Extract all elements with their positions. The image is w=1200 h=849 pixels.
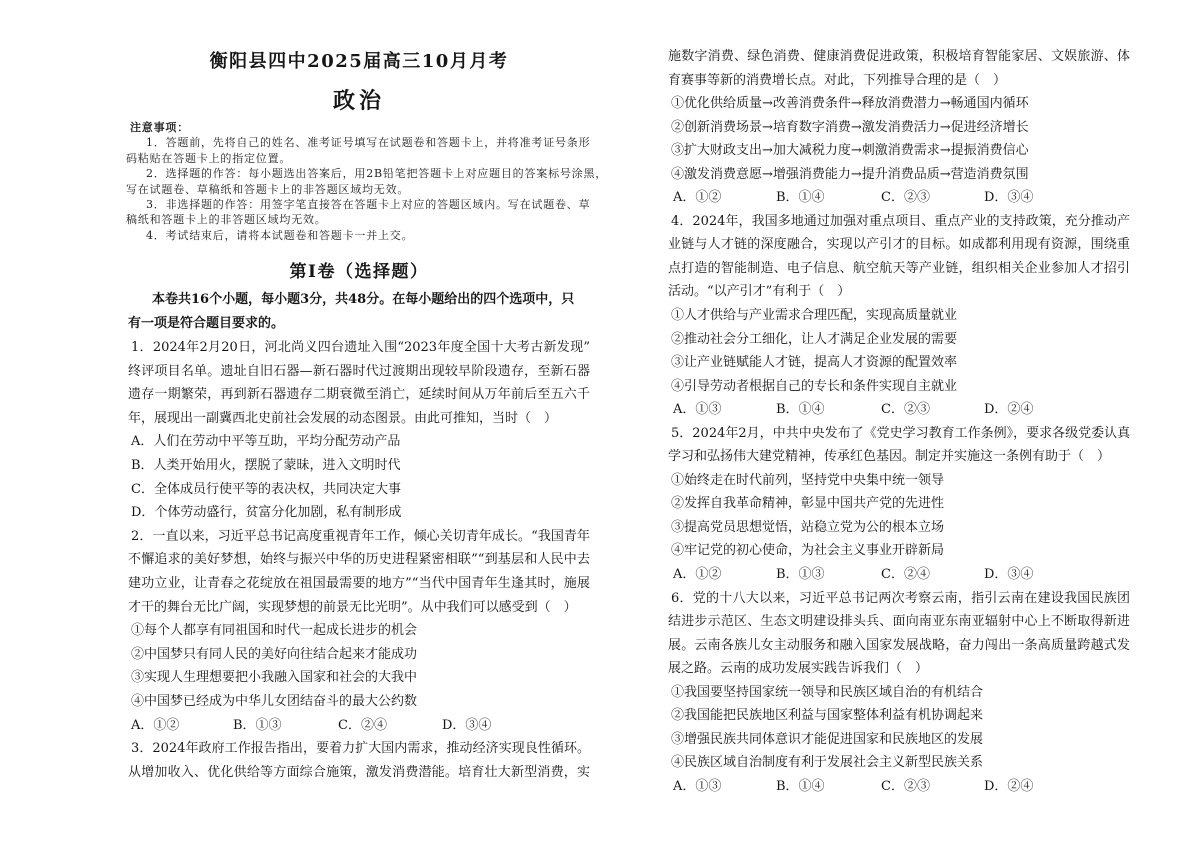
q4-statement-1: ①人才供给与产业需求合理匹配，实现高质量就业	[671, 308, 958, 324]
q2-option-a: A．①②	[131, 717, 180, 733]
q4-statement-2: ②推动社会分工细化，让人才满足企业发展的需要	[671, 331, 958, 347]
q5-stem-line: 5．2024年2月，中共中央发布了《党史学习教育工作条例》，要求各级党委认真	[671, 425, 1131, 441]
q4-option-d: D．②④	[984, 402, 1034, 418]
q6-option-d: D．②④	[984, 778, 1034, 794]
questions-left	[128, 336, 590, 784]
section-instructions-line: 本卷共16个小题，每小题3分，共48分。在每小题给出的四个选项中，只	[152, 292, 575, 307]
q3-statement-1: ①优化供给质量→改善消费条件→释放消费潜力→畅通国内循环	[671, 96, 1029, 112]
q4-option-a: A．①③	[673, 402, 722, 418]
q1-stem-line: 1．2024年2月20日，河北尚义四台遗址入围“2023年度全国十大考古新发现”	[131, 340, 590, 355]
q2-statement-2: ②中国梦只有同人民的美好向往结合起来才能成功	[131, 646, 418, 662]
q6-statement-3: ③增强民族共同体意识才能促进国家和民族地区的发展	[671, 731, 984, 747]
q2-option-c: C．②④	[338, 717, 387, 733]
q2-option-b: B．①③	[233, 717, 282, 733]
notice-line: 4．考试结束后，请将本试题卷和答题卡一并上交。	[146, 228, 414, 242]
q1-choice-d: D．个体劳动盛行，贫富分化加剧，私有制形成	[131, 505, 402, 521]
q3-stem-line: 育赛事等新的消费增长点。对此，下列推导合理的是（ ）	[668, 72, 1007, 88]
q1-choice-b: B．人类开始用火，摆脱了蒙昧，进入文明时代	[131, 457, 401, 473]
right-column	[668, 45, 1130, 799]
q6-option-a: A．①③	[673, 778, 722, 794]
q3-statement-4: ④激发消费意愿→增强消费能力→提升消费品质→营造消费氛围	[671, 166, 1029, 182]
q4-options	[668, 398, 1130, 422]
q2-statement-1: ①每个人都享有同祖国和时代一起成长进步的机会	[131, 623, 418, 639]
q6-statement-4: ④民族区域自治制度有利于发展社会主义新型民族关系	[671, 755, 984, 771]
q6-stem-line: 6．党的十八大以来，习近平总书记两次考察云南，指引云南在建设我国民族团	[671, 590, 1130, 606]
q2-stem-line: 2．一直以来，习近平总书记高度重视青年工作，倾心关切青年成长。“我国青年	[131, 528, 590, 544]
notice-line: 稿纸和答题卡上的非答题区域均无效。	[126, 213, 327, 227]
notice-line: 3．非选择题的作答：用签字笔直接答在答题卡上对应的答题区域内。写在试题卷、草	[146, 197, 591, 211]
q1-stem-line: 遗存一期繁荣，再到新石器遗存二期衰微至消亡，延续时间从万年前后至五六千	[128, 387, 590, 403]
q2-stem-line: 才干的舞台无比广阔，实现梦想的前景无比光明”。从中我们可以感受到（ ）	[128, 599, 577, 615]
q5-statement-2: ②发挥自我革命精神，彰显中国共产党的先进性	[671, 496, 945, 512]
left-column	[126, 0, 608, 849]
notice-line: 1．答题前，先将自己的姓名、准考证号填写在试题卷和答题卡上，并将准考证号条形	[146, 136, 591, 150]
q4-option-b: B．①④	[776, 402, 825, 418]
notice-block	[126, 120, 608, 243]
q4-statement-4: ④引导劳动者根据自己的专长和条件实现自主就业	[671, 378, 958, 394]
q6-statement-2: ②我国能把民族地区利益与国家整体利益有机协调起来	[671, 708, 984, 724]
q6-option-c: C．②③	[881, 778, 930, 794]
q4-stem-line: 4．2024年，我国多地通过加强对重点项目、重点产业的支持政策，充分推动产	[671, 213, 1130, 229]
q2-stem-line: 建功立业，让青春之花绽放在祖国最需要的地方”“当代中国青年生逢其时，施展	[128, 575, 590, 591]
q6-statement-1: ①我国要坚持国家统一领导和民族区域自治的有机结合	[671, 684, 984, 700]
q3-option-c: C．②③	[881, 190, 930, 206]
q6-stem-line: 结进步示范区、生态文明建设排头兵、面向南亚东南亚辐射中心上不断取得新进	[668, 614, 1130, 630]
q4-stem-line: 点打造的智能制造、电子信息、航空航天等产业链，组织相关企业参加人才招引	[668, 260, 1130, 276]
q3-options	[668, 186, 1130, 210]
q4-stem-line: 业链与人才链的深度融合，实现以产引才的目标。如成都利用现有资源，围绕重	[668, 237, 1130, 253]
section-instructions	[128, 288, 590, 336]
notice-heading: 注意事项：	[130, 121, 189, 134]
exam-title: 衡阳县四中2025届高三10月月考	[209, 51, 509, 72]
section-title: 第Ⅰ卷（选择题）	[289, 262, 429, 282]
q5-option-c: C．②④	[881, 567, 930, 583]
q6-option-b: B．①④	[776, 778, 825, 794]
q4-stem-line: 活动。“以产引才”有利于（ ）	[668, 284, 851, 300]
q3-stem-line: 从增加收入、优化供给等方面综合施策，激发消费潜能。培育壮大新型消费，实	[128, 764, 590, 780]
q1-stem-line: 年，展现出一副冀西北史前社会发展的动态图景。由此可推知，当时（ ）	[128, 410, 558, 426]
q3-stem-line: 施数字消费、绿色消费、健康消费促进政策，积极培育智能家居、文娱旅游、体	[668, 49, 1130, 64]
q5-statement-4: ④牢记党的初心使命，为社会主义事业开辟新局	[671, 543, 945, 559]
q1-stem-line: 终评项目名单。遗址自旧石器—新石器时代过渡期出现较早阶段遗存，至新石器	[128, 363, 590, 379]
q3-statement-3: ③扩大财政支出→加大减税力度→刺激消费需求→提振消费信心	[671, 143, 1029, 159]
q5-option-d: D．③④	[984, 567, 1034, 583]
exam-subject: 政治	[332, 88, 385, 114]
q5-option-a: A．①②	[673, 567, 722, 583]
notice-line: 写在试题卷、草稿纸和答题卡上的非答题区域均无效。	[126, 182, 410, 196]
q5-statement-3: ③提高党员思想觉悟，站稳立党为公的根本立场	[671, 519, 945, 535]
q5-options	[668, 563, 1130, 587]
q5-stem-line: 学习和弘扬伟大建党精神，传承红色基因。制定并实施这一条例有助于（ ）	[668, 449, 1111, 465]
q6-options	[668, 775, 1130, 799]
q4-option-c: C．②③	[881, 402, 930, 418]
notice-line: 码粘贴在答题卡上的指定位置。	[126, 151, 292, 165]
q3-option-d: D．③④	[984, 190, 1034, 206]
q4-statement-3: ③让产业链赋能人才链，提高人才资源的配置效率	[671, 355, 958, 371]
q6-stem-line: 展。云南各族儿女主动服务和融入国家发展战略，奋力闯出一条高质量跨越式发	[668, 637, 1130, 653]
q3-statement-2: ②创新消费场景→培育数字消费→激发消费活力→促进经济增长	[671, 119, 1029, 135]
q5-option-b: B．①③	[776, 567, 825, 583]
q6-stem-line: 展之路。云南的成功发展实践告诉我们（ ）	[668, 661, 929, 677]
notice-line: 2．选择题的作答：每小题选出答案后，用2B铅笔把答题卡上对应题目的答案标号涂黑，	[146, 167, 608, 181]
q1-choice-a: A．人们在劳动中平等互助，平均分配劳动产品	[131, 434, 401, 450]
q3-option-b: B．①④	[776, 190, 825, 206]
section-instructions-line: 有一项是符合题目要求的。	[128, 316, 285, 331]
q5-statement-1: ①始终走在时代前列，坚持党中央集中统一领导	[671, 472, 945, 488]
q1-choice-c: C．全体成员行使平等的表决权，共同决定大事	[131, 481, 401, 497]
q3-stem-line: 3．2024年政府工作报告指出，要着力扩大国内需求，推动经济实现良性循环。	[131, 741, 590, 757]
q2-statement-4: ④中国梦已经成为中华儿女团结奋斗的最大公约数	[131, 693, 418, 709]
q3-option-a: A．①②	[673, 190, 722, 206]
q2-options	[128, 714, 590, 738]
q2-statement-3: ③实现人生理想要把小我融入国家和社会的大我中	[131, 670, 418, 686]
q2-stem-line: 不懈追求的美好梦想，始终与振兴中华的历史进程紧密相联”“到基层和人民中去	[128, 552, 590, 568]
q2-option-d: D．③④	[442, 717, 492, 733]
